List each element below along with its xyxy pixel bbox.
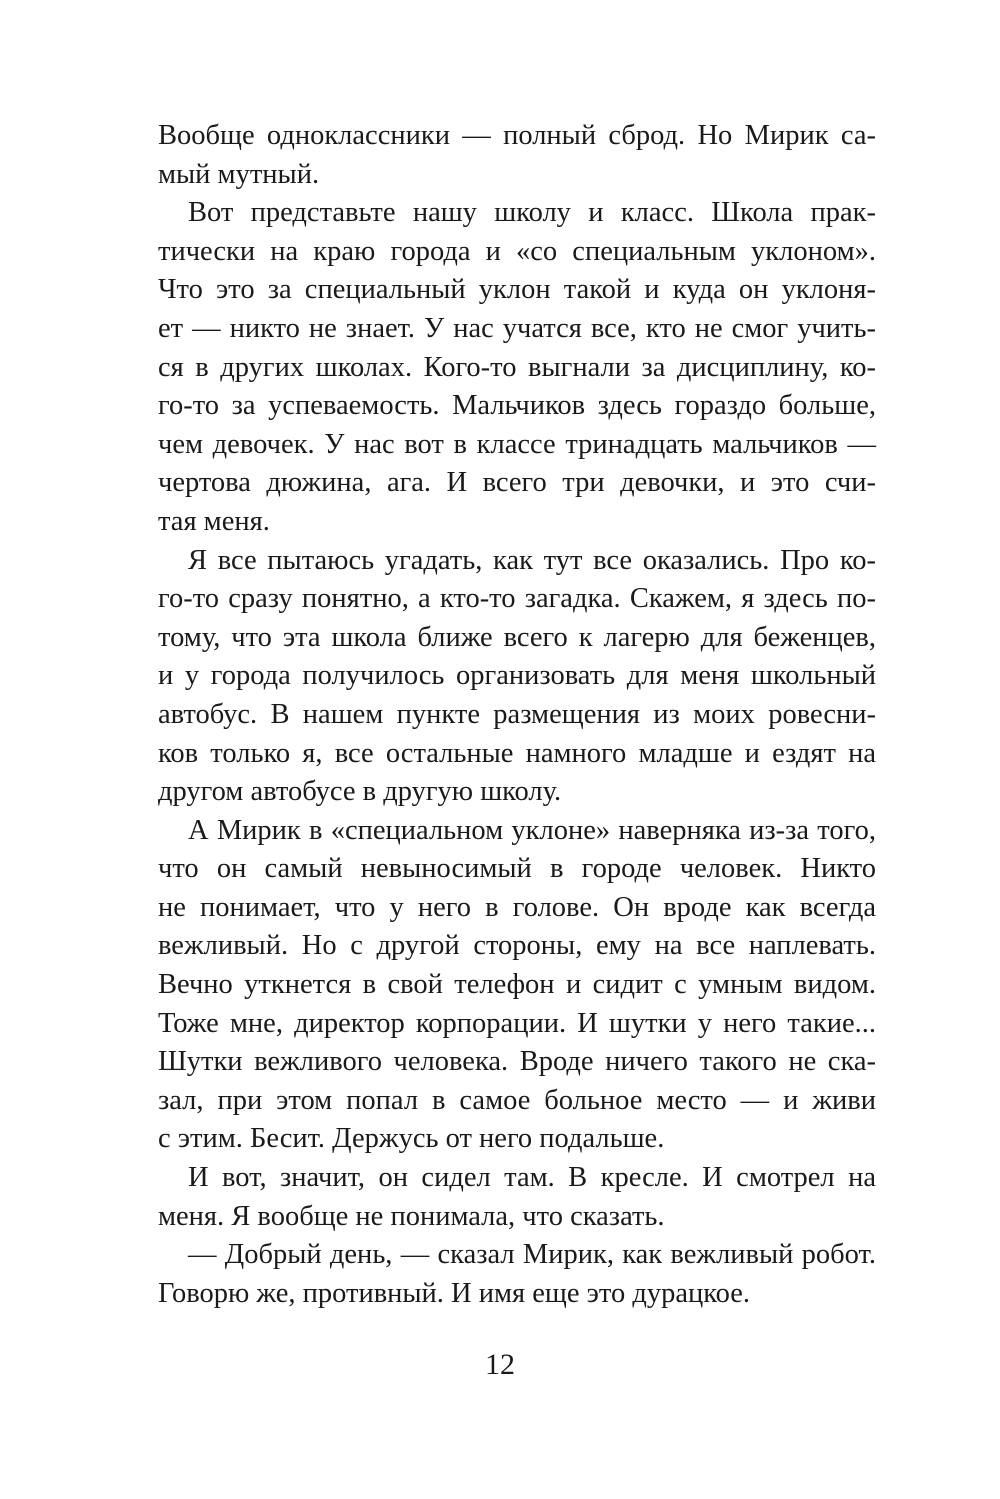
text-line: тически на краю города и «со специальным уклоном». — [158, 235, 876, 267]
text-line: го-то за успеваемость. Мальчиков здесь гораздо больше, — [158, 390, 876, 422]
text-line: что он самый невыносимый в городе человек. Никто — [158, 853, 876, 885]
text-line: меня. Я вообще не понимала, что сказать. — [158, 1200, 665, 1232]
text-line: Шутки вежливого человека. Вроде ничего такого не ска- — [158, 1046, 876, 1078]
text-line: зал, при этом попал в самое больное место — и живи — [158, 1084, 876, 1116]
text-line: вежливый. Но с другой стороны, ему на все наплевать. — [158, 930, 876, 962]
text-line: тая меня. — [158, 505, 270, 537]
text-line: А Мирик в «специальном уклоне» наверняка из-за того, — [188, 814, 876, 846]
text-line: не понимает, что у него в голове. Он вроде как всегда — [158, 891, 876, 923]
text-line: чертова дюжина, ага. И всего три девочки, и это счи- — [158, 467, 876, 499]
text-line: — Добрый день, — сказал Мирик, как вежливый робот. — [188, 1239, 876, 1271]
text-line: и у города получилось организовать для меня школьный — [158, 660, 876, 692]
text-line: другом автобусе в другую школу. — [158, 776, 562, 808]
text-line: мый мутный. — [158, 158, 320, 190]
text-line: Вот представьте нашу школу и класс. Школа прак- — [188, 197, 876, 229]
text-line: ков только я, все остальные намного младше и ездят на — [158, 737, 876, 769]
text-line: Что это за специальный уклон такой и куда он уклоня- — [158, 274, 876, 306]
text-line: ет — никто не знает. У нас учатся все, кто не смог учить- — [158, 312, 876, 344]
text-line: И вот, значит, он сидел там. В кресле. И смотрел на — [188, 1162, 876, 1194]
text-line: Говорю же, противный. И имя еще это дурацкое. — [158, 1277, 751, 1309]
text-line: автобус. В нашем пункте размещения из моих ровесни- — [158, 698, 876, 730]
body-text — [158, 117, 876, 1313]
text-line: чем девочек. У нас вот в классе тринадцать мальчиков — — [158, 428, 876, 460]
text-line: ся в других школах. Кого-то выгнали за дисциплину, ко- — [158, 351, 876, 383]
page-number: 12 — [485, 1348, 515, 1381]
text-line: с этим. Бесит. Держусь от него подальше. — [158, 1123, 665, 1155]
text-line: го-то сразу понятно, а кто-то загадка. Скажем, я здесь по- — [158, 583, 876, 615]
text-line: Вечно уткнется в свой телефон и сидит с умным видом. — [158, 969, 876, 1001]
text-line: Я все пытаюсь угадать, как тут все оказались. Про ко- — [188, 544, 876, 576]
text-line: тому, что эта школа ближе всего к лагерю для беженцев, — [158, 621, 876, 653]
text-line: Тоже мне, директор корпорации. И шутки у него такие... — [158, 1007, 876, 1039]
text-line: Вообще одноклассники — полный сброд. Но Мирик са- — [158, 120, 876, 151]
